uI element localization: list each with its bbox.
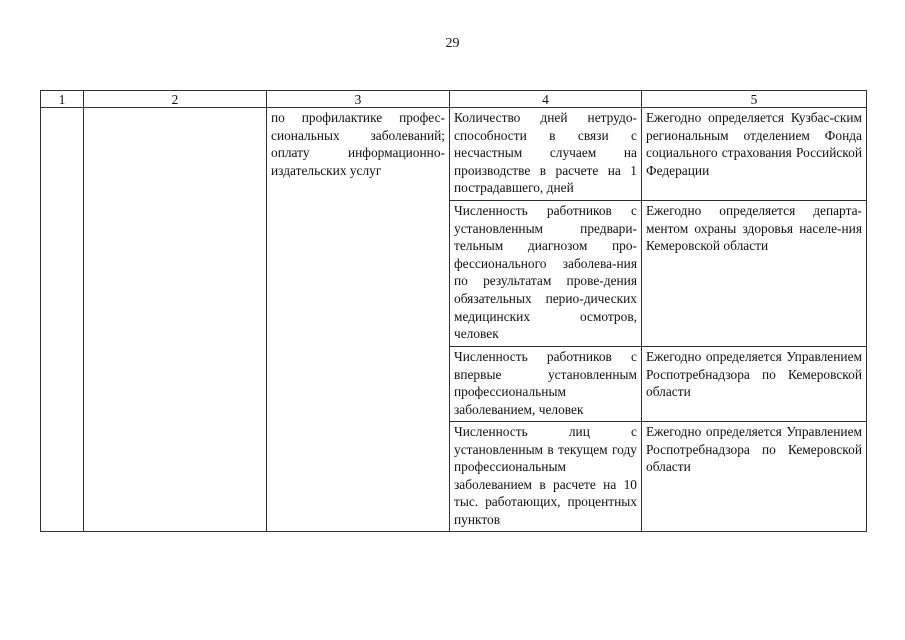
column-header-4: 4 — [450, 91, 642, 108]
cell-col2 — [84, 108, 267, 532]
column-header-2: 2 — [84, 91, 267, 108]
cell-indicator: Численность работников с впервые установленным профессиональным заболеванием, человек — [450, 347, 642, 422]
table-row — [41, 108, 867, 201]
column-header-3: 3 — [267, 91, 450, 108]
cell-source: Ежегодно определяется Кузбас-ским региональным отделением Фонда социального страхования Российской Федерации — [642, 108, 867, 201]
column-header-5: 5 — [642, 91, 867, 108]
cell-indicator: Численность лиц с установленным в текущем году профессиональным заболеванием в расчете на 10 тыс. работающих, процентных пунктов — [450, 422, 642, 532]
page-number: 29 — [445, 36, 460, 51]
cell-measure-description: по профилактике профес-сиональных заболеваний; оплату информационно-издательских услуг — [267, 108, 450, 532]
column-header-1: 1 — [41, 91, 84, 108]
cell-source: Ежегодно определяется департа-ментом охраны здоровья населе-ния Кемеровской области — [642, 201, 867, 347]
cell-source: Ежегодно определяется Управлением Роспотребнадзора по Кемеровской области — [642, 422, 867, 532]
table-header-row — [41, 91, 867, 108]
indicators-table — [40, 90, 867, 532]
cell-col1 — [41, 108, 84, 532]
cell-source: Ежегодно определяется Управлением Роспотребнадзора по Кемеровской области — [642, 347, 867, 422]
cell-indicator: Количество дней нетрудо-способности в связи с несчастным случаем на производстве в расчете на 1 пострадавшего, дней — [450, 108, 642, 201]
cell-indicator: Численность работников с установленным предвари-тельным диагнозом про-фессионального заболева-ния по результатам прове-дения обязательных перио-дических медицинских осмотров, человек — [450, 201, 642, 347]
